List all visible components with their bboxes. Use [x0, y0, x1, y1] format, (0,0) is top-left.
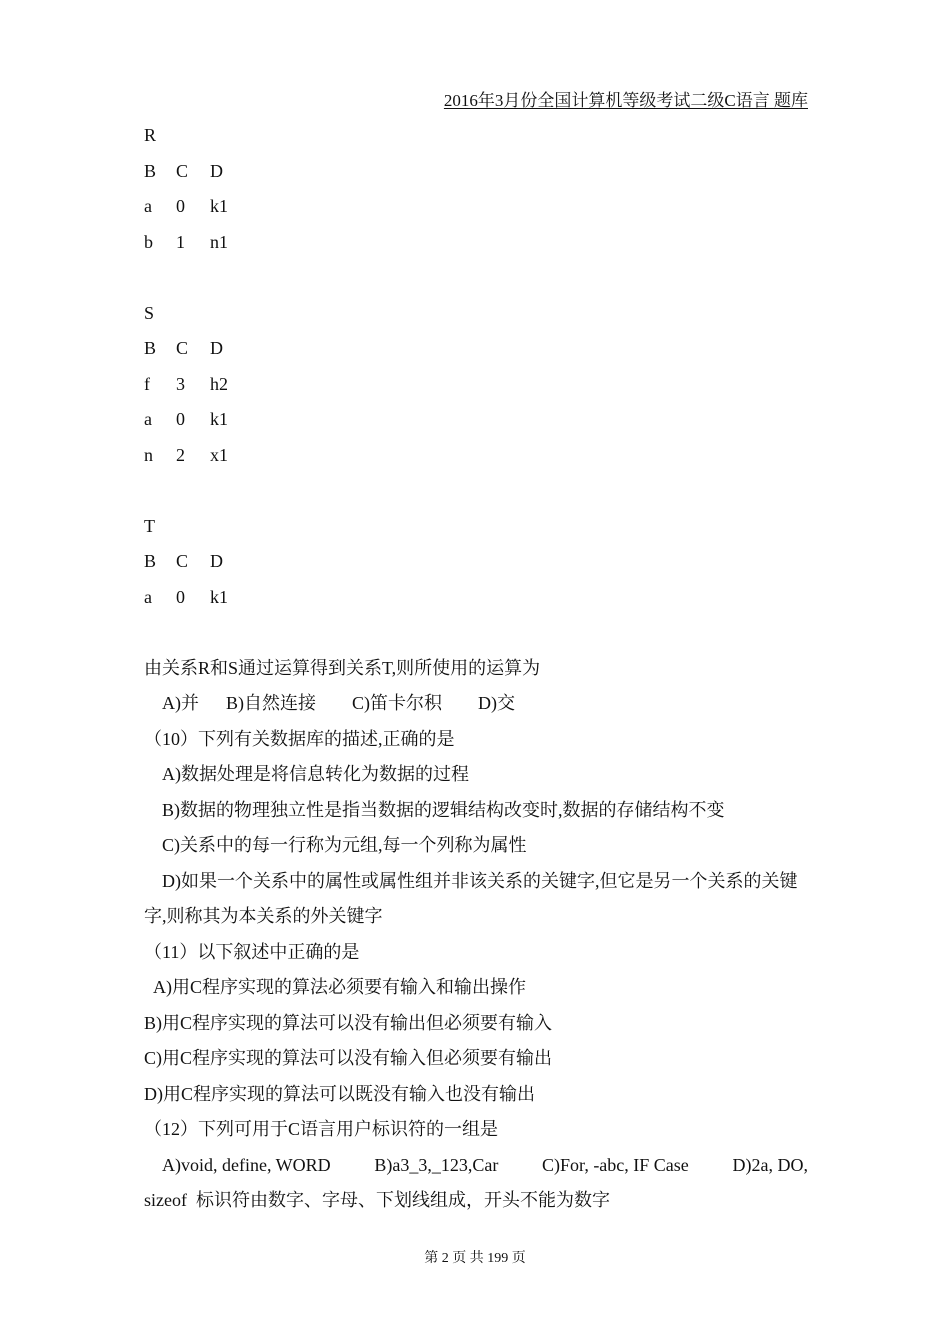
table-cell: a: [144, 409, 152, 429]
table-cell: n: [144, 444, 153, 465]
table-header-row: [144, 331, 808, 367]
spacer: [144, 473, 808, 509]
question-options-row: [144, 1148, 808, 1184]
table-row: [144, 580, 808, 616]
column-header: B: [144, 338, 157, 358]
table-header-row: [144, 544, 808, 580]
table-cell: 0: [176, 196, 185, 216]
spacer: [144, 615, 808, 651]
option-b: B)a3_3,_123,Car: [374, 1154, 499, 1175]
page-number: 第 2 页 共 199 页: [424, 1251, 526, 1266]
column-header: B: [144, 160, 157, 181]
table-cell: 1: [176, 231, 185, 252]
question-stem: （11）以下叙述中正确的是: [144, 941, 360, 962]
table-cell: 3: [176, 373, 185, 394]
column-header: C: [176, 338, 189, 358]
option-c: C)用C程序实现的算法可以没有输入但必须要有输出: [144, 1048, 553, 1068]
option-d: D)用C程序实现的算法可以既没有输入也没有输出: [144, 1083, 535, 1104]
answer-note: sizeof 标识符由数字、字母、下划线组成，开头不能为数字: [144, 1190, 610, 1210]
option-b: B)用C程序实现的算法可以没有输出但必须要有输入: [144, 1012, 553, 1033]
column-header: B: [144, 551, 157, 571]
table-cell: n1: [210, 231, 228, 252]
column-header: D: [210, 160, 223, 181]
table-row: [144, 189, 808, 225]
table-cell: k1: [210, 409, 228, 429]
option-d: D)如果一个关系中的属性或属性组并非该关系的关键字,但它是另一个关系的关键字,则称其为本关系的外关键字: [144, 870, 798, 926]
option-c: C)关系中的每一行称为元组,每一个列称为属性: [162, 835, 527, 855]
column-header: C: [176, 551, 189, 571]
table-cell: 0: [176, 586, 185, 607]
table-name: T: [144, 515, 155, 536]
table-name: S: [144, 302, 155, 323]
page-header: 2016年3月份全国计算机等级考试二级C语言 题库: [443, 91, 808, 110]
table-name: R: [144, 125, 157, 145]
table-cell: x1: [210, 444, 228, 465]
option-d: D)2a, DO,: [732, 1154, 808, 1175]
option-b: B)数据的物理独立性是指当数据的逻辑结构改变时,数据的存储结构不变: [162, 799, 725, 820]
option-a: A)用C程序实现的算法必须要有输入和输出操作: [153, 977, 526, 997]
table-row: [144, 438, 808, 474]
option-c: C)For, -abc, IF Case: [542, 1154, 689, 1175]
document-body: [144, 118, 808, 1219]
table-row: [144, 367, 808, 403]
column-header: D: [210, 338, 223, 358]
option-a: A)数据处理是将信息转化为数据的过程: [162, 764, 469, 784]
column-header: C: [176, 160, 189, 181]
table-cell: 0: [176, 409, 185, 429]
table-cell: a: [144, 196, 152, 216]
relation-table-t: [144, 509, 808, 616]
table-row: [144, 402, 808, 438]
table-cell: h2: [210, 373, 228, 394]
question-options: A)并 B)自然连接 C)笛卡尔积 D)交: [162, 693, 515, 713]
relation-table-r: [144, 118, 808, 260]
relation-table-s: [144, 296, 808, 474]
option-a: A)void, define, WORD: [162, 1154, 331, 1175]
table-cell: k1: [210, 196, 228, 216]
table-cell: k1: [210, 586, 228, 607]
table-cell: a: [144, 586, 152, 607]
spacer: [144, 260, 808, 296]
table-cell: 2: [176, 444, 185, 465]
table-cell: b: [144, 231, 153, 252]
table-cell: f: [144, 373, 150, 394]
question-stem: （12）下列可用于C语言用户标识符的一组是: [144, 1119, 499, 1139]
question-stem: （10）下列有关数据库的描述,正确的是: [144, 728, 455, 749]
question-stem: 由关系R和S通过运算得到关系T,则所使用的运算为: [144, 657, 541, 678]
column-header: D: [210, 551, 223, 571]
table-header-row: [144, 154, 808, 190]
table-row: [144, 225, 808, 261]
